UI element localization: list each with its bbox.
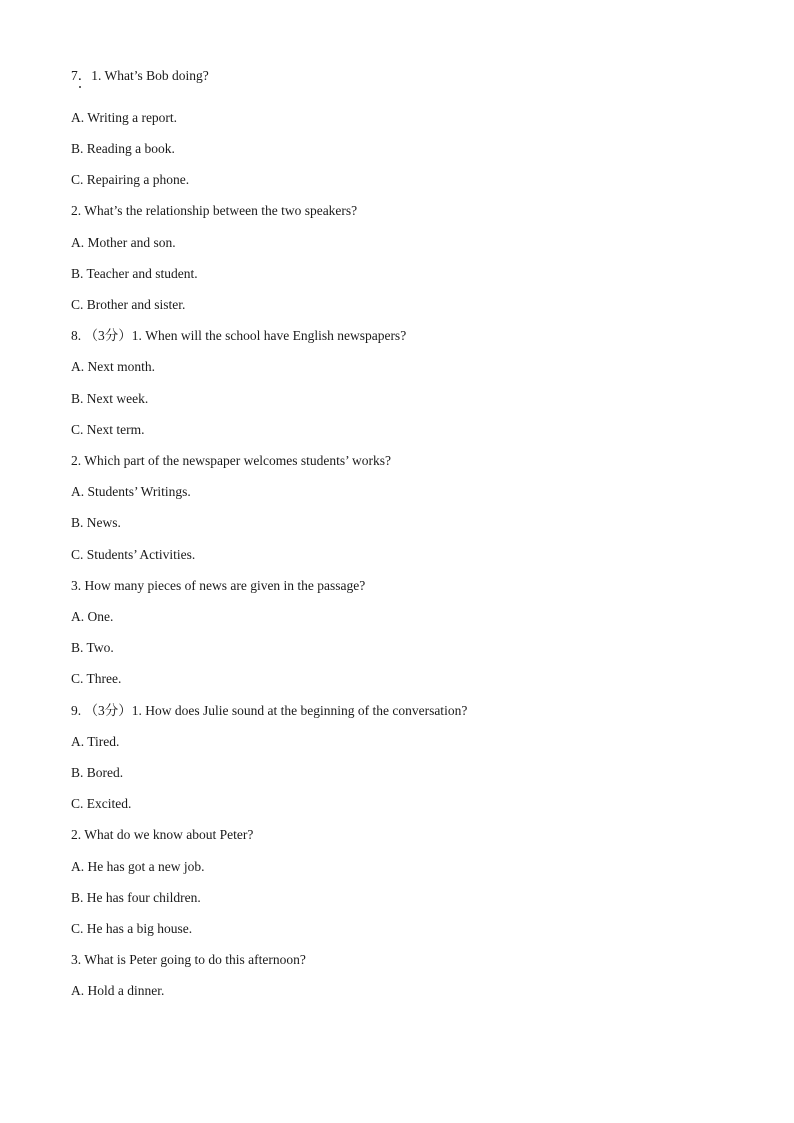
q7-1-option-a: A. Writing a report.	[71, 110, 178, 125]
q8-3-option-c: C. Three.	[71, 671, 122, 686]
q7-2-option-a: A. Mother and son.	[71, 235, 176, 250]
q8-stem-1: 8. （3分）1. When will the school have English newspapers?	[71, 328, 407, 343]
q9-1-option-b: B. Bored.	[71, 765, 124, 780]
q8-3-option-a: A. One.	[71, 609, 114, 624]
q9-1-option-a: A. Tired.	[71, 734, 120, 749]
q8-1-option-b: B. Next week.	[71, 391, 149, 406]
q8-1-option-a: A. Next month.	[71, 359, 155, 374]
q9-2-option-b: B. He has four children.	[71, 890, 201, 905]
q9-stem-3: 3. What is Peter going to do this afternoon?	[71, 952, 306, 967]
q7-2-option-c: C. Brother and sister.	[71, 297, 186, 312]
q8-3-option-b: B. Two.	[71, 640, 114, 655]
q9-stem-2: 2. What do we know about Peter?	[71, 827, 254, 842]
q8-2-option-b: B. News.	[71, 515, 121, 530]
q9-1-option-c: C. Excited.	[71, 796, 132, 811]
q8-stem-3: 3. How many pieces of news are given in the passage?	[71, 578, 366, 593]
q7-stem-1: 7．1. What’s Bob doing?	[71, 68, 209, 83]
q8-stem-2: 2. Which part of the newspaper welcomes students’ works?	[71, 453, 392, 468]
q8-2-option-a: A. Students’ Writings.	[71, 484, 191, 499]
q9-stem-1: 9. （3分）1. How does Julie sound at the beginning of the conversation?	[71, 703, 468, 718]
q8-2-option-c: C. Students’ Activities.	[71, 547, 196, 562]
q8-1-option-c: C. Next term.	[71, 422, 145, 437]
q9-2-option-c: C. He has a big house.	[71, 921, 193, 936]
q9-3-option-a: A. Hold a dinner.	[71, 983, 165, 998]
q7-stem-2: 2. What’s the relationship between the two speakers?	[71, 203, 358, 218]
punctuation-dot	[79, 86, 81, 88]
q7-2-option-b: B. Teacher and student.	[71, 266, 198, 281]
q7-1-option-c: C. Repairing a phone.	[71, 172, 190, 187]
q7-1-option-b: B. Reading a book.	[71, 141, 175, 156]
q9-2-option-a: A. He has got a new job.	[71, 859, 205, 874]
